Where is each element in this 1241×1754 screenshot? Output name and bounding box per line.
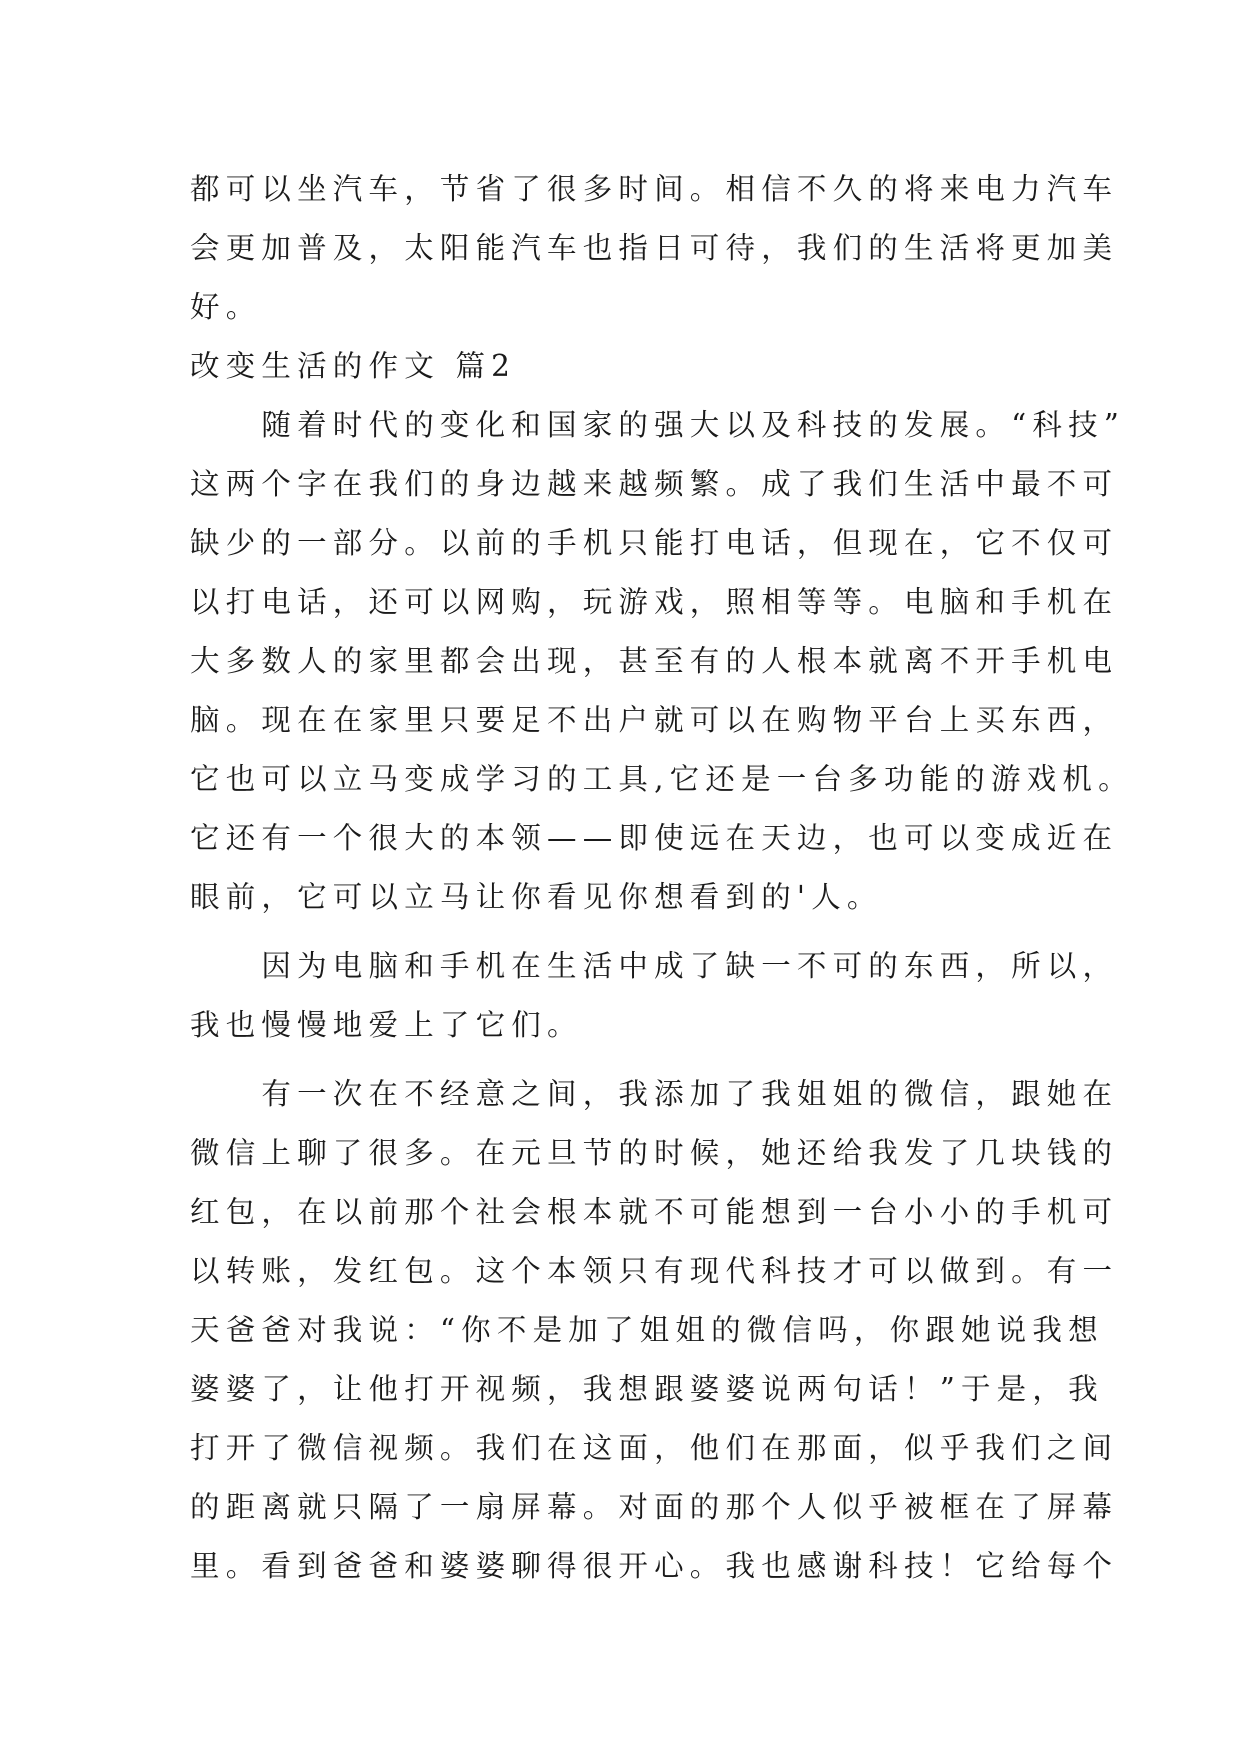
text-line: 婆婆了，让他打开视频，我想跟婆婆说两句话！”于是，我: [190, 1372, 1104, 1406]
document-body: [190, 160, 1134, 1596]
text-line: 随着时代的变化和国家的强大以及科技的发展。“科技”: [190, 408, 1126, 442]
text-line: 的距离就只隔了一扇屏幕。对面的那个人似乎被框在了屏幕: [190, 1490, 1119, 1524]
text-line: 眼前，它可以立马让你看见你想看到的'人。: [190, 880, 883, 914]
intro-paragraph: [190, 160, 1119, 337]
text-line: 天爸爸对我说：“你不是加了姐姐的微信吗，你跟她说我想: [190, 1313, 1104, 1347]
text-line: 都可以坐汽车，节省了很多时间。相信不久的将来电力汽车: [190, 172, 1119, 206]
text-line: 脑。现在在家里只要足不出户就可以在购物平台上买东西，: [190, 703, 1119, 737]
text-line: 大多数人的家里都会出现，甚至有的人根本就离不开手机电: [190, 644, 1119, 678]
text-line: 我也慢慢地爱上了它们。: [190, 1008, 583, 1042]
text-line: 微信上聊了很多。在元旦节的时候，她还给我发了几块钱的: [190, 1136, 1119, 1170]
text-line: 里。看到爸爸和婆婆聊得很开心。我也感谢科技！它给每个: [190, 1549, 1119, 1583]
text-line: 打开了微信视频。我们在这面，他们在那面，似乎我们之间: [190, 1431, 1119, 1465]
text-line: 缺少的一部分。以前的手机只能打电话，但现在，它不仅可: [190, 526, 1119, 560]
text-line: 好。: [190, 290, 262, 324]
section-heading: 改变生活的作文 篇2: [190, 349, 517, 383]
paragraph-3: [190, 1065, 1119, 1596]
text-line: 会更加普及，太阳能汽车也指日可待，我们的生活将更加美: [190, 231, 1119, 265]
text-line: 这两个字在我们的身边越来越频繁。成了我们生活中最不可: [190, 467, 1119, 501]
paragraph-1: [190, 396, 1134, 927]
paragraph-spacer: [190, 927, 1050, 937]
paragraph-spacer: [190, 1055, 1050, 1065]
text-line: 以打电话，还可以网购，玩游戏，照相等等。电脑和手机在: [190, 585, 1119, 619]
text-line: 红包，在以前那个社会根本就不可能想到一台小小的手机可: [190, 1195, 1119, 1229]
text-line: 以转账，发红包。这个本领只有现代科技才可以做到。有一: [190, 1254, 1119, 1288]
text-line: 有一次在不经意之间，我添加了我姐姐的微信，跟她在: [190, 1077, 1119, 1111]
text-line: 它也可以立马变成学习的工具,它还是一台多功能的游戏机。: [190, 762, 1134, 796]
paragraph-2: [190, 937, 1119, 1055]
text-line: 它还有一个很大的本领——即使远在天边，也可以变成近在: [190, 821, 1119, 855]
text-line: 因为电脑和手机在生活中成了缺一不可的东西，所以，: [190, 949, 1119, 983]
